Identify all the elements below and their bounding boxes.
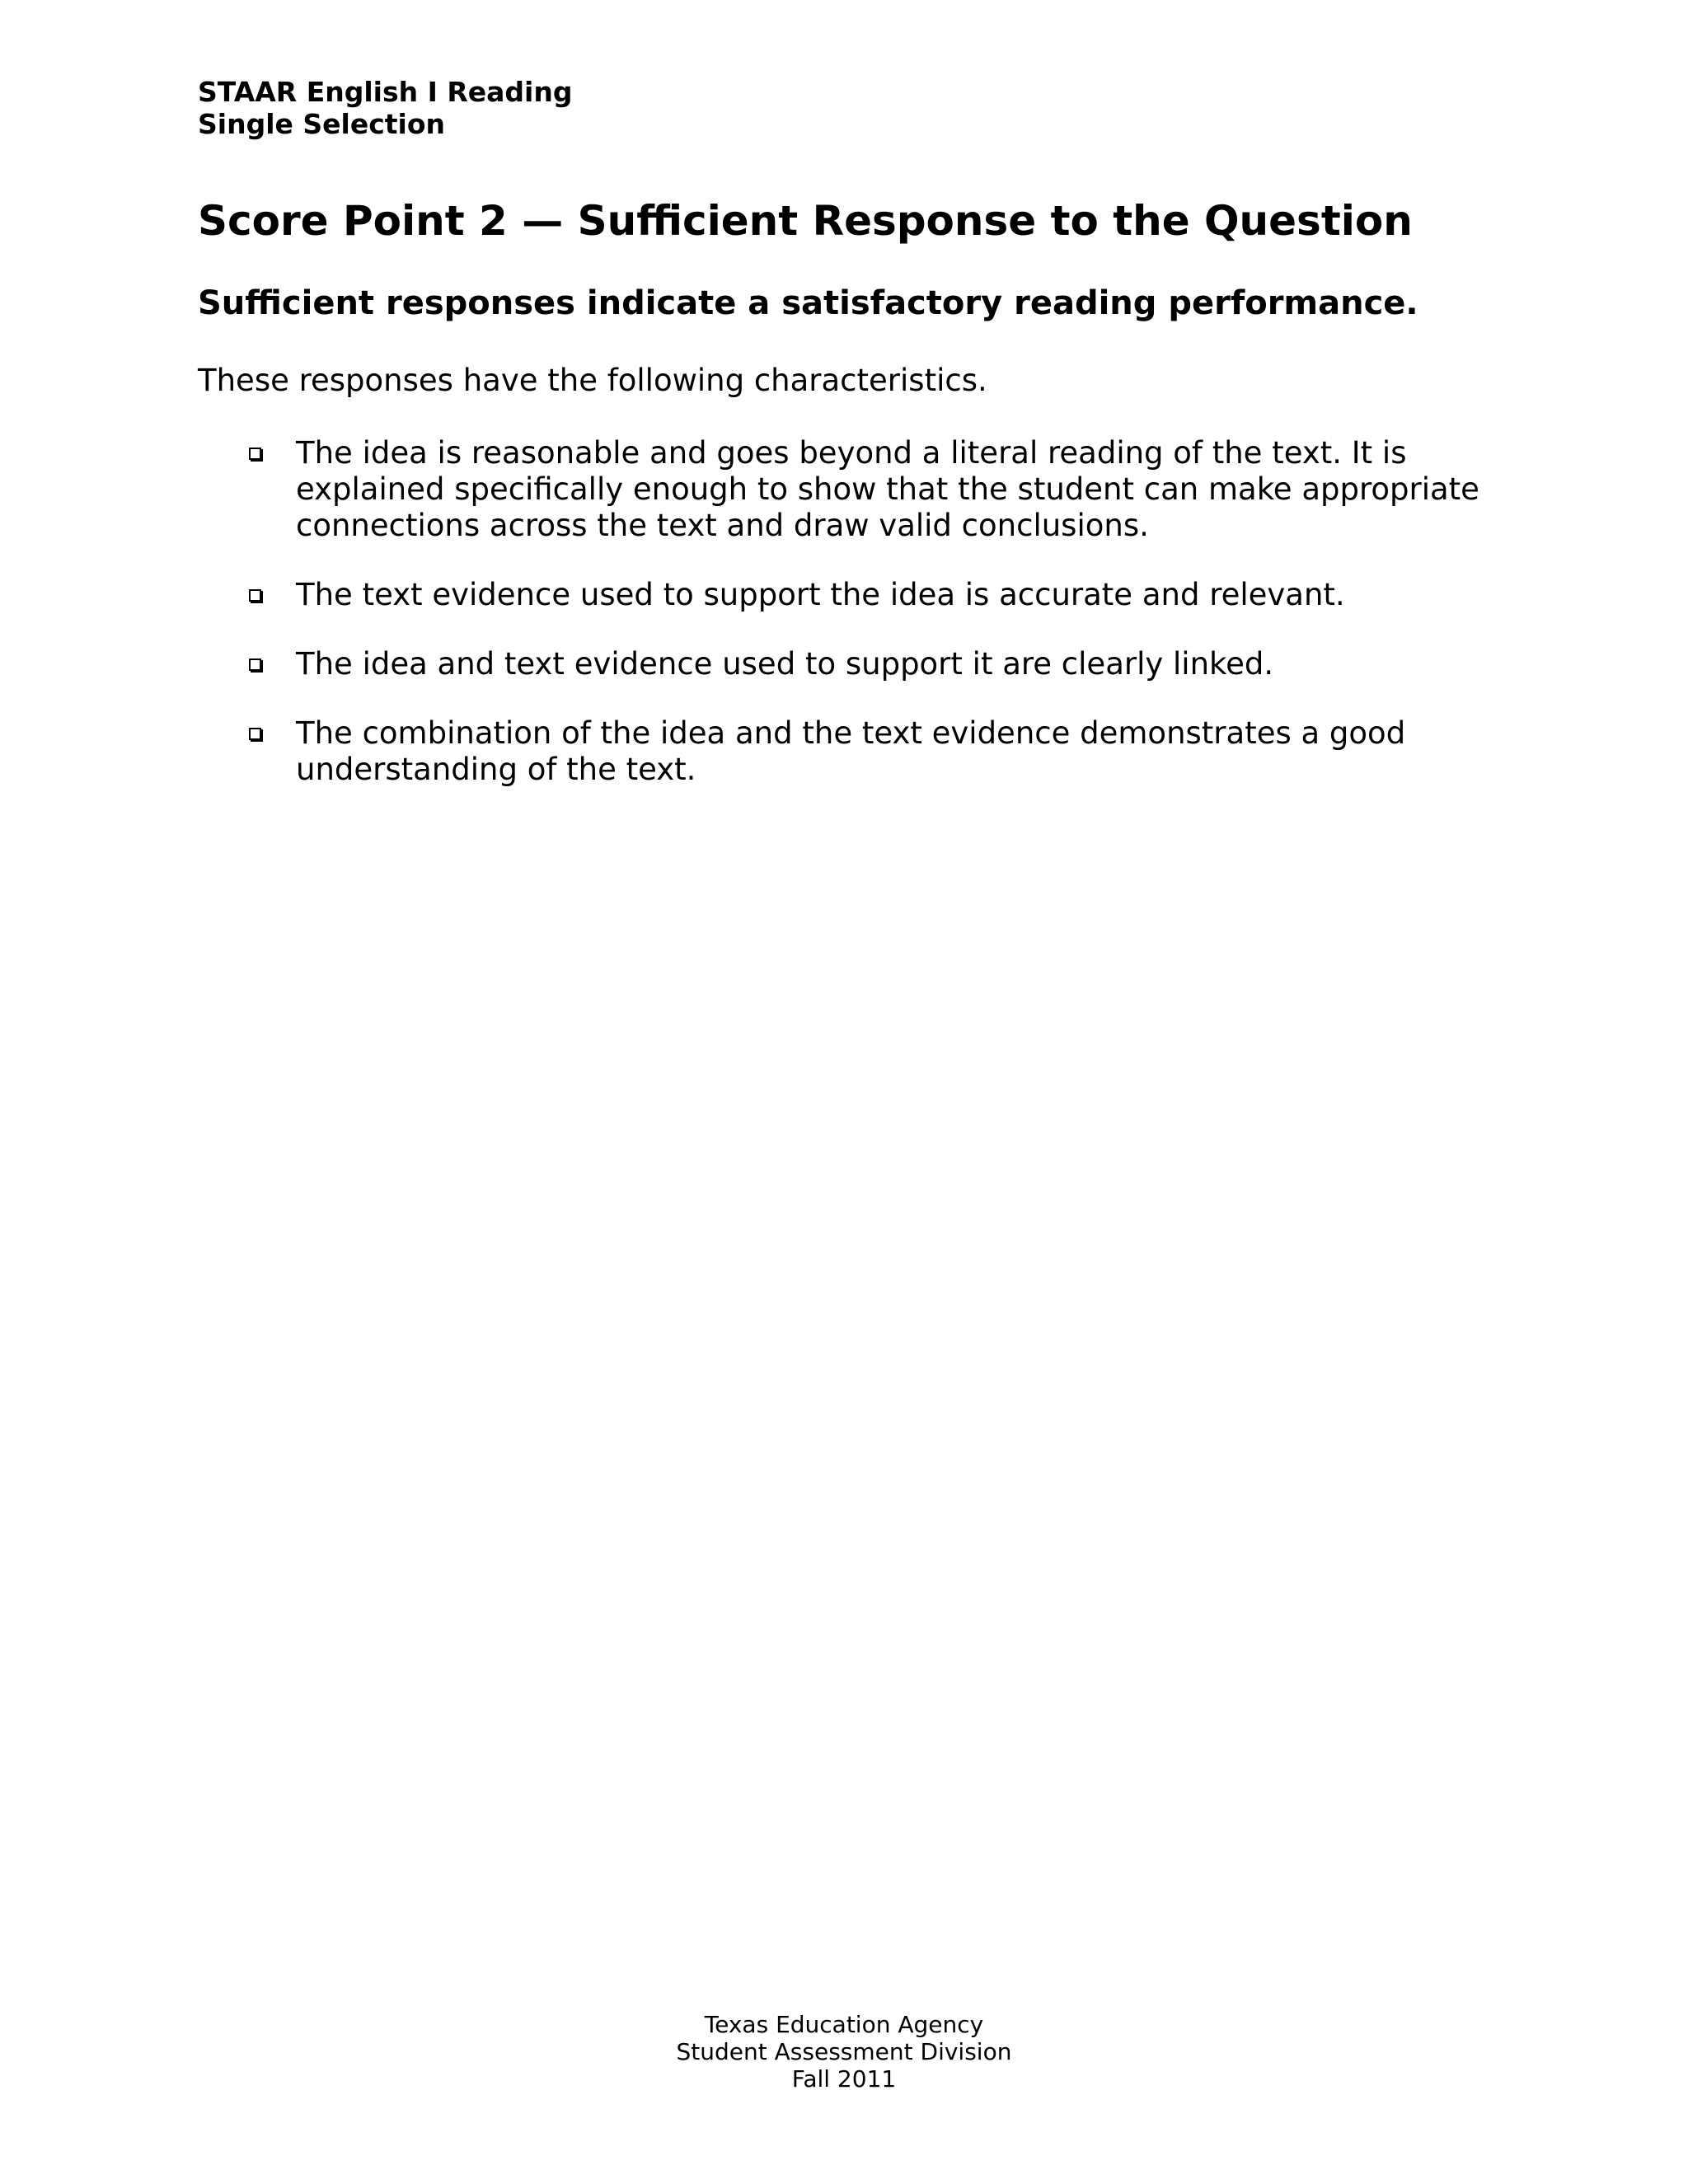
list-item xyxy=(198,715,1484,788)
footer-division: Student Assessment Division xyxy=(676,2038,1012,2065)
list-item-text: The idea and text evidence used to support it are clearly linked. xyxy=(296,646,1274,682)
list-item xyxy=(198,646,1484,682)
checkbox-square-icon xyxy=(249,728,261,740)
checkbox-square-icon xyxy=(249,448,261,460)
list-item-text: The text evidence used to support the idea is accurate and relevant. xyxy=(296,577,1345,612)
list-item-text: The idea is reasonable and goes beyond a literal reading of the text. It is explained specifically enough to show that the student can make appropriate connections across the text and draw valid conclusions. xyxy=(296,435,1479,543)
checkbox-square-icon xyxy=(249,658,261,671)
intro-text: These responses have the following characteristics. xyxy=(198,363,987,398)
document-footer xyxy=(0,2011,1688,2093)
characteristics-list xyxy=(198,435,1484,821)
list-item-text: The combination of the idea and the text evidence demonstrates a good understanding of the text. xyxy=(296,715,1406,787)
page-subtitle: Sufficient responses indicate a satisfactory reading performance. xyxy=(198,284,1418,322)
list-item xyxy=(198,435,1484,544)
checkbox-square-icon xyxy=(249,589,261,602)
page-title: Score Point 2 — Sufficient Response to the Question xyxy=(198,197,1413,245)
document-header xyxy=(198,76,572,140)
header-test-name: STAAR English I Reading xyxy=(198,76,573,108)
list-item xyxy=(198,577,1484,613)
header-selection-type: Single Selection xyxy=(198,108,446,140)
footer-date: Fall 2011 xyxy=(791,2065,897,2093)
footer-agency: Texas Education Agency xyxy=(704,2011,984,2038)
